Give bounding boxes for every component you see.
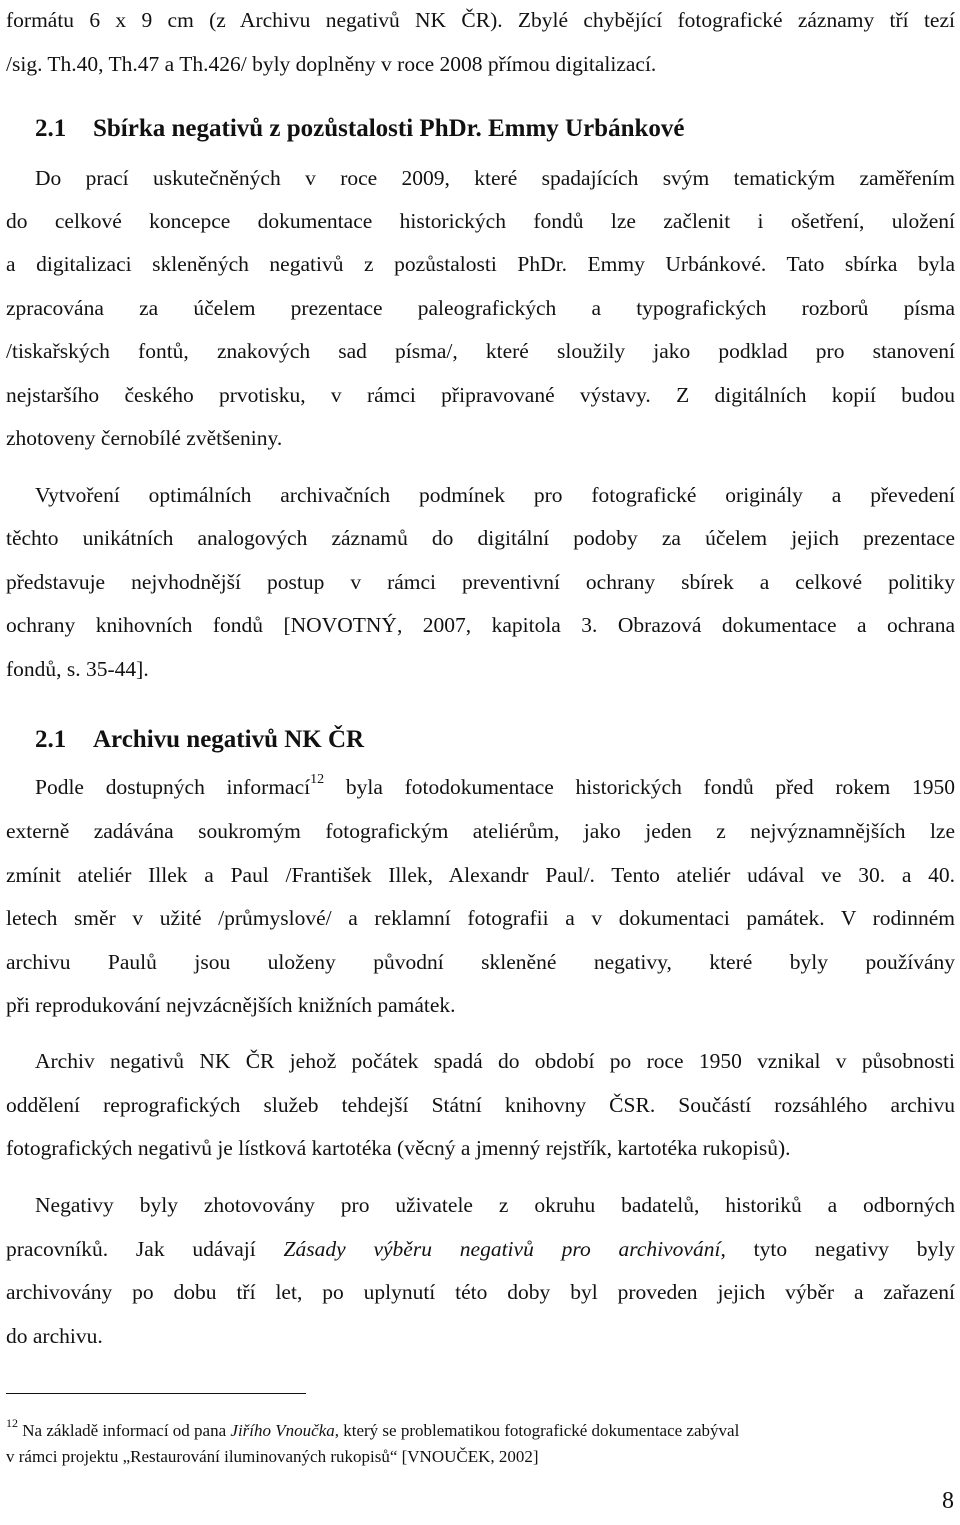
italic-title: Zásady výběru negativů pro archivování [283,1237,721,1261]
paragraph-line: a digitalizaci skleněných negativů z pozůstalosti PhDr. Emmy Urbánkové. Tato sbírka byla [6,252,955,276]
paragraph-line: pracovníků. Jak udávají Zásady výběru negativů pro archivování, tyto negativy byly [6,1237,955,1261]
paragraph-line: Vytvoření optimálních archivačních podmínek pro fotografické originály a převedení [35,483,955,507]
section-heading-archiv-negativu [35,725,364,755]
intro-line-2: /sig. Th.40, Th.47 a Th.426/ byly doplněny v roce 2008 přímou digitalizací. [6,52,657,76]
section-number: 2.1 [35,726,67,753]
footnote-divider [6,1393,306,1394]
paragraph-line: letech směr v užité /průmyslové/ a reklamní fotografii a v dokumentaci památek. V rodinném [6,906,955,930]
paragraph-line: zhotoveny černobílé zvětšeniny. [6,426,283,450]
paragraph-line: /tiskařských fontů, znakových sad písma/, které sloužily jako podklad pro stanovení [6,339,955,363]
section-heading-emmy-urbankova [35,114,685,144]
paragraph-line: externě zadávána soukromým fotografickým ateliérům, jako jeden z nejvýznamnějších lze [6,819,955,843]
paragraph-line: fotografických negativů je lístková kartotéka (věcný a jmenný rejstřík, kartotéka rukopisů). [6,1136,791,1160]
paragraph-line: archivovány po dobu tří let, po uplynutí této doby byl proveden jejich výběr a zařazení [6,1280,955,1304]
paragraph-line: nejstaršího českého prvotisku, v rámci připravované výstavy. Z digitálních kopií budou [6,383,955,407]
paragraph-line: při reprodukování nejvzácnějších knižních památek. [6,993,456,1017]
page-number: 8 [942,1488,954,1514]
intro-line-1: formátu 6 x 9 cm (z Archivu negativů NK ČR). Zbylé chybějící fotografické záznamy tří tezí [6,8,955,32]
paragraph-line: představuje nejvhodnější postup v rámci preventivní ochrany sbírek a celkové politiky [6,570,955,594]
footnote-person-name: Jiřího Vnoučka [230,1421,335,1440]
paragraph-line: Do prací uskutečněných v roce 2009, které spadajících svým tematickým zaměřením [35,166,955,190]
footnote-line-1: $^{12}$ Na základě informací od pana Jiřího Vnoučka, který se problematikou fotografické dokumentace zabýval [6,1416,740,1440]
paragraph-line: oddělení reprografických služeb tehdejší Státní knihovny ČSR. Součástí rozsáhlého archivu [6,1093,955,1117]
paragraph-line: Podle dostupných informací$^{12}$ byla fotodokumentace historických fondů před rokem 1950 [35,771,955,799]
paragraph-line: Negativy byly zhotovovány pro uživatele z okruhu badatelů, historiků a odborných [35,1193,955,1217]
paragraph-line: do celkové koncepce dokumentace historických fondů lze začlenit i ošetření, uložení [6,209,955,233]
section-number: 2.1 [35,115,67,142]
section-title: Sbírka negativů z pozůstalosti PhDr. Emmy Urbánkové [93,115,685,142]
paragraph-line: ochrany knihovních fondů [NOVOTNÝ, 2007, kapitola 3. Obrazová dokumentace a ochrana [6,613,955,637]
footnote-line-2: v rámci projektu „Restaurování iluminovaných rukopisů“ [VNOUČEK, 2002] [6,1447,539,1466]
paragraph-line: zmínit ateliér Illek a Paul /František Illek, Alexandr Paul/. Tento ateliér udával ve 30. a 40. [6,863,955,887]
paragraph-line: těchto unikátních analogových záznamů do digitální podoby za účelem jejich prezentace [6,526,955,550]
paragraph-line: archivu Paulů jsou uloženy původní skleněné negativy, které byly používány [6,950,955,974]
paragraph-line: fondů, s. 35-44]. [6,657,149,681]
section-title: Archivu negativů NK ČR [93,726,365,753]
paragraph-line: do archivu. [6,1324,103,1348]
paragraph-line: zpracována za účelem prezentace paleografických a typografických rozborů písma [6,296,955,320]
footnote-marker: 12 [6,1416,18,1431]
paragraph-line: Archiv negativů NK ČR jehož počátek spadá do období po roce 1950 vznikal v působnosti [35,1049,955,1073]
footnote-reference[interactable]: 12 [310,771,325,787]
